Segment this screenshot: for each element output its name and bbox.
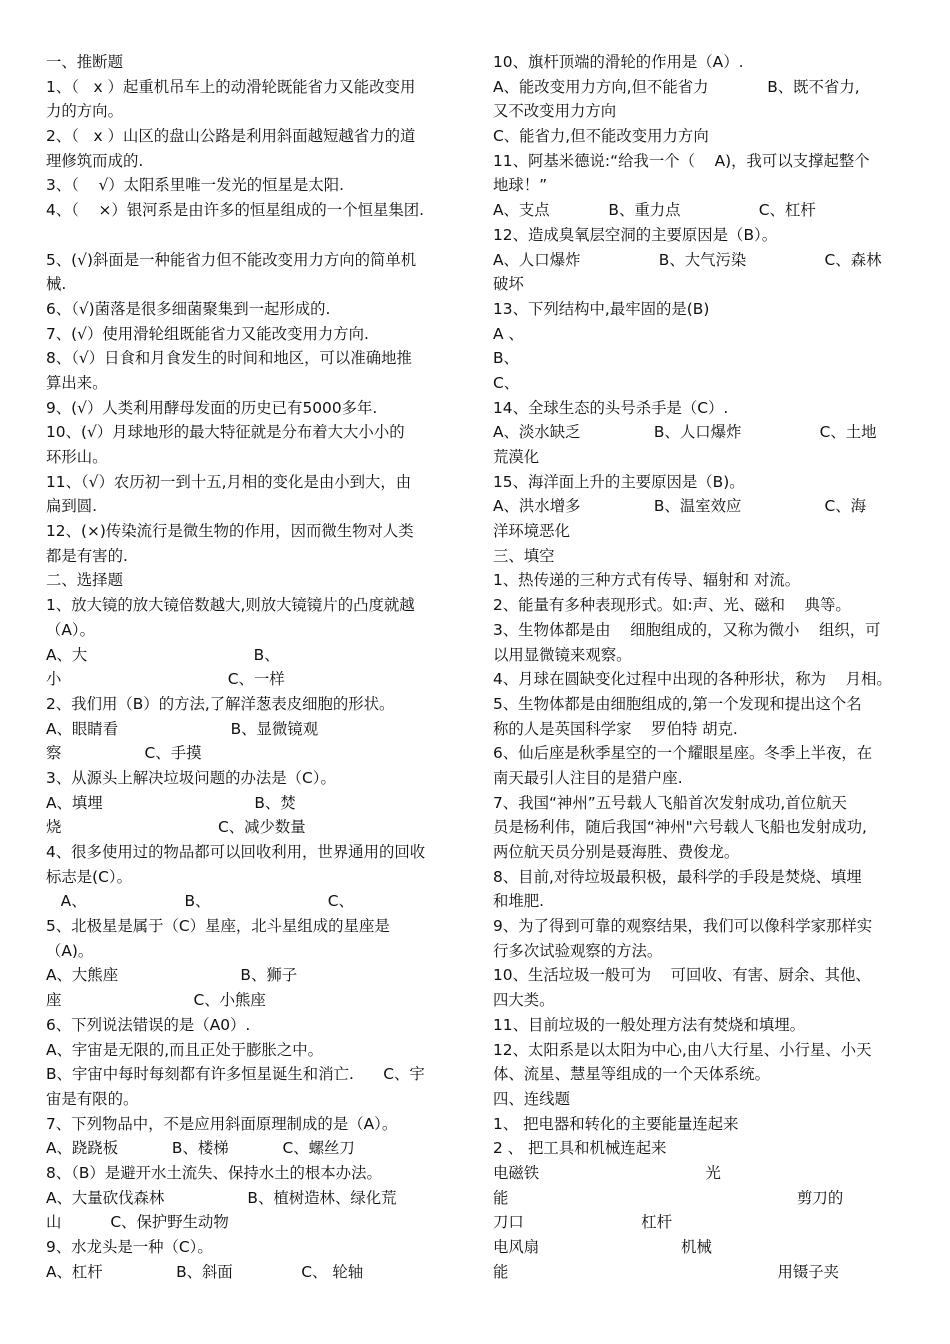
right-text-line: B、 bbox=[493, 349, 519, 368]
right-text-line: 称的人是英国科学家 罗伯特 胡克. bbox=[493, 719, 738, 738]
left-text-line: 3、从源头上解决垃圾问题的办法是（C）。 bbox=[46, 768, 336, 787]
left-text-line: 算出来。 bbox=[46, 373, 108, 392]
left-text-line: 7、(√）使用滑轮组既能省力又能改变用力方向. bbox=[46, 324, 369, 343]
left-text-line: 理修筑而成的. bbox=[46, 151, 144, 170]
right-text-line: 地球！” bbox=[493, 176, 548, 195]
right-text-line: 5、生物体都是由细胞组成的,第一个发现和提出这个名 bbox=[493, 694, 862, 713]
right-text-line: A、洪水增多 B、温室效应 C、海 bbox=[493, 497, 867, 516]
left-text-line: 察 C、手摸 bbox=[46, 744, 202, 763]
right-text-line: 9、为了得到可靠的观察结果，我们可以像科学家那样实 bbox=[493, 917, 873, 936]
right-text-line: 行多次试验观察的方法。 bbox=[493, 941, 663, 960]
right-text-line: C、 bbox=[493, 373, 520, 392]
right-text-line: 体、流星、慧星等组成的一个天体系统。 bbox=[493, 1065, 771, 1084]
right-text-line: 又不改变用力方向 bbox=[493, 102, 617, 121]
left-text-line: 10、(√）月球地形的最大特征就是分布着大大小小的 bbox=[46, 423, 405, 442]
left-text-line: 2、我们用（B）的方法,了解洋葱表皮细胞的形状。 bbox=[46, 694, 395, 713]
left-text-line: （A)。 bbox=[46, 941, 94, 960]
left-text-line: 5、(√)斜面是一种能省力但不能改变用力方向的简单机 bbox=[46, 250, 417, 269]
left-text-line: 8、（√）日食和月食发生的时间和地区，可以准确地推 bbox=[46, 349, 412, 368]
right-text-line: 两位航天员分别是聂海胜、费俊龙。 bbox=[493, 843, 740, 861]
left-column bbox=[46, 50, 466, 1284]
right-text-line: 1、 把电器和转化的主要能量连起来 bbox=[493, 1114, 739, 1133]
right-text-line: 1、热传递的三种方式有传导、辐射和 对流。 bbox=[493, 571, 801, 590]
left-text-line: 扁到圆. bbox=[46, 497, 98, 516]
right-text-line: A 、 bbox=[493, 324, 524, 343]
right-text-line: 员是杨利伟，随后我国“神州"六号载人飞船也发射成功, bbox=[493, 818, 867, 837]
right-text-line: 12、太阳系是以太阳为中心,由八大行星、小行星、小天 bbox=[493, 1040, 872, 1059]
right-text-line: 13、下列结构中,最牢固的是(B) bbox=[493, 299, 710, 318]
left-text-line: 一、推断题 bbox=[46, 53, 123, 71]
right-text-line: 11、目前垃圾的一般处理方法有焚烧和填埋。 bbox=[493, 1015, 806, 1034]
left-text-line: 4、（ ×）银河系是由许多的恒星组成的一个恒星集团. bbox=[46, 201, 425, 220]
right-text-line: 10、生活垃圾一般可为 可回收、有害、厨余、其他、 bbox=[493, 966, 871, 985]
right-text-line: 南天最引人注目的是猎户座. bbox=[493, 768, 683, 787]
right-text-line: A、支点 B、重力点 C、杠杆 bbox=[493, 201, 816, 220]
right-text-line: 3、生物体都是由 细胞组成的，又称为微小 组织，可 bbox=[493, 620, 881, 639]
right-text-line: 11、阿基米德说:“给我一个（ A)，我可以支撑起整个 bbox=[493, 151, 870, 170]
right-text-line: 电磁铁 光 bbox=[493, 1163, 721, 1182]
left-text-line: A、大 B、 bbox=[46, 645, 280, 664]
right-text-line: 破坏 bbox=[493, 275, 524, 294]
right-text-line: A、能改变用力方向,但不能省力 B、既不省力, bbox=[493, 77, 860, 96]
right-text-line: C、能省力,但不能改变用力方向 bbox=[493, 127, 709, 146]
right-text-line: A、淡水缺乏 B、人口爆炸 C、土地 bbox=[493, 423, 877, 442]
right-text-line: 电风扇 机械 bbox=[493, 1238, 712, 1256]
right-text-line: A、人口爆炸 B、大气污染 C、森林 bbox=[493, 250, 882, 269]
left-text-line: 8、（B）是避开水土流失、保持水土的根本办法。 bbox=[46, 1163, 382, 1182]
left-text-line: A、眼睛看 B、显微镜观 bbox=[46, 719, 319, 738]
right-text-line: 刀口 杠杆 bbox=[493, 1213, 672, 1232]
right-text-line: 三、填空 bbox=[493, 546, 555, 565]
left-text-line: 山 C、保护野生动物 bbox=[46, 1213, 229, 1232]
right-text-line: 能 用镊子夹 bbox=[493, 1262, 840, 1281]
left-text-line: 标志是(C）。 bbox=[46, 867, 133, 886]
right-text-line: 7、我国“神州”五号载人飞船首次发射成功,首位航天 bbox=[493, 793, 847, 812]
left-text-line: A、宇宙是无限的,而且正处于膨胀之中。 bbox=[46, 1040, 324, 1059]
left-text-line: 小 C、一样 bbox=[46, 670, 285, 689]
left-text-line: 宙是有限的。 bbox=[46, 1089, 139, 1108]
left-text-line: 6、下列说法错误的是（A0）. bbox=[46, 1015, 251, 1034]
right-text-line: 四大类。 bbox=[493, 991, 555, 1010]
left-text-line: 力的方向。 bbox=[46, 102, 123, 121]
left-text-line: 12、(×)传染流行是微生物的作用，因而微生物对人类 bbox=[46, 522, 414, 541]
right-column bbox=[493, 50, 918, 1284]
left-text-line: A、大量砍伐森林 B、植树造林、绿化荒 bbox=[46, 1188, 397, 1207]
left-text-line: A、填埋 B、焚 bbox=[46, 793, 296, 812]
left-text-line: 烧 C、减少数量 bbox=[46, 818, 306, 837]
right-text-line: 12、造成臭氧层空洞的主要原因是（B）。 bbox=[493, 225, 778, 244]
left-text-line: A、杠杆 B、斜面 C、 轮轴 bbox=[46, 1262, 364, 1281]
left-text-line: 二、选择题 bbox=[46, 571, 123, 590]
left-text-line: 7、下列物品中，不是应用斜面原理制成的是（A）。 bbox=[46, 1114, 398, 1133]
right-text-line: 6、仙后座是秋季星空的一个耀眼星座。冬季上半夜，在 bbox=[493, 744, 873, 763]
left-text-line bbox=[46, 223, 466, 248]
left-text-line: （A）。 bbox=[46, 620, 96, 639]
left-text-line: 环形山。 bbox=[46, 448, 108, 466]
left-text-line: 3、（ √）太阳系里唯一发光的恒星是太阳. bbox=[46, 176, 345, 195]
left-text-line: 座 C、小熊座 bbox=[46, 991, 266, 1010]
right-text-line: 2、能量有多种表现形式。如:声、光、磁和 典等。 bbox=[493, 596, 851, 615]
left-text-line: A、大熊座 B、狮子 bbox=[46, 966, 298, 985]
left-text-line: 9、(√）人类利用酵母发面的历史已有5000多年. bbox=[46, 398, 378, 417]
right-text-line: 2 、 把工具和机械连起来 bbox=[493, 1139, 667, 1158]
right-text-line: 以用显微镜来观察。 bbox=[493, 645, 632, 664]
left-text-line: 4、很多使用过的物品都可以回收利用，世界通用的回收 bbox=[46, 843, 426, 861]
left-text-line: 6、（√)菌落是很多细菌聚集到一起形成的. bbox=[46, 299, 331, 318]
right-text-line: 荒漠化 bbox=[493, 448, 540, 466]
right-text-line: 四、连线题 bbox=[493, 1089, 570, 1108]
right-text-line: 15、海洋面上升的主要原因是（B)。 bbox=[493, 472, 745, 491]
right-text-line: 10、旗杆顶端的滑轮的作用是（A）. bbox=[493, 53, 744, 71]
left-text-line: 9、水龙头是一种（C）。 bbox=[46, 1238, 213, 1256]
left-text-line: 11、（√）农历初一到十五,月相的变化是由小到大，由 bbox=[46, 472, 412, 491]
right-text-line: 14、全球生态的头号杀手是（C）. bbox=[493, 398, 729, 417]
left-text-line: 都是有害的. bbox=[46, 546, 128, 565]
left-text-line: 1、（ x ）起重机吊车上的动滑轮既能省力又能改变用 bbox=[46, 77, 416, 96]
left-text-line: 5、北极星是属于（C）星座，北斗星组成的星座是 bbox=[46, 917, 390, 936]
left-text-line: A、 B、 C、 bbox=[46, 892, 354, 911]
right-text-line: 洋环境恶化 bbox=[493, 522, 570, 541]
right-text-line: 能 剪刀的 bbox=[493, 1188, 844, 1207]
left-text-line: B、宇宙中每时每刻都有许多恒星诞生和消亡. C、宇 bbox=[46, 1065, 425, 1084]
right-text-line: 和堆肥. bbox=[493, 892, 545, 911]
right-text-line: 8、目前,对待垃圾最积极，最科学的手段是焚烧、填埋 bbox=[493, 867, 862, 886]
right-text-line: 4、月球在圆缺变化过程中出现的各种形状，称为 月相。 bbox=[493, 670, 892, 689]
left-text-line: 械. bbox=[46, 275, 67, 294]
left-text-line: 2、（ x ）山区的盘山公路是利用斜面越短越省力的道 bbox=[46, 127, 416, 146]
left-text-line: 1、放大镜的放大镜倍数越大,则放大镜镜片的凸度就越 bbox=[46, 596, 415, 615]
left-text-line: A、跷跷板 B、楼梯 C、螺丝刀 bbox=[46, 1139, 355, 1158]
